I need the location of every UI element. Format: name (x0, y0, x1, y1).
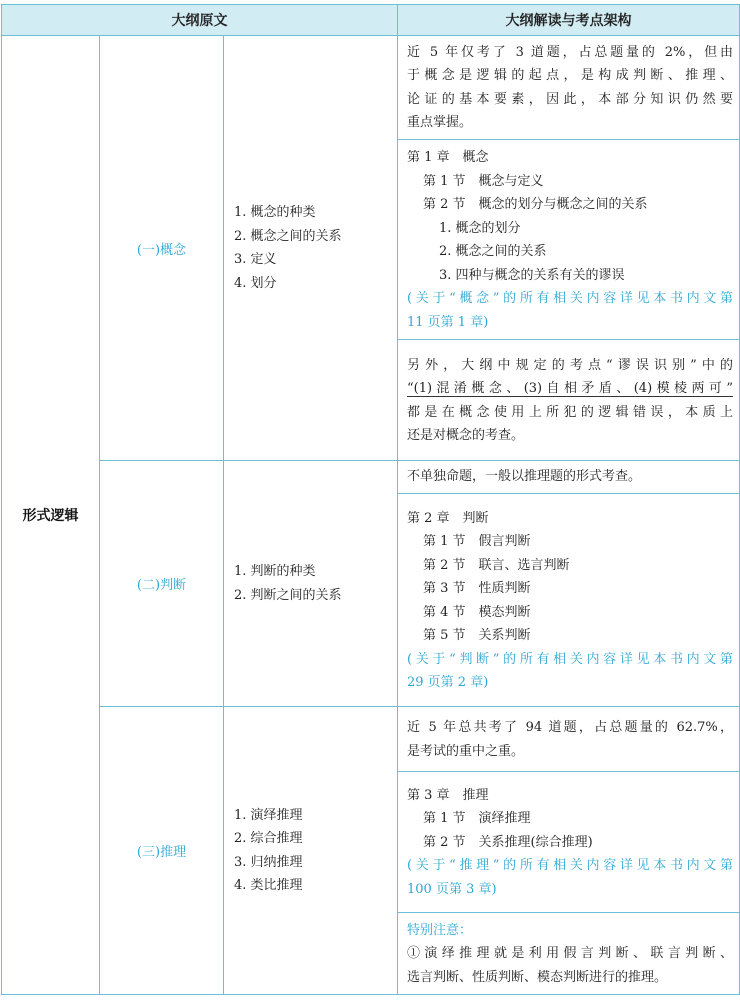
list-item: 4. 类比推理 (234, 878, 303, 893)
text-line: 是考试的重中之重。 (407, 743, 525, 759)
judgment-outline (398, 494, 740, 707)
header-right: 大纲解读与考点架构 (398, 5, 740, 36)
chapter-title: 第 3 章 推理 (407, 787, 489, 803)
text-line: 近 5 年总共考了 94 道题，占总题量的 62.7%， (407, 720, 733, 735)
list-item: 2. 综合推理 (234, 831, 303, 846)
list-item: 2. 判断之间的关系 (234, 587, 342, 603)
text-line: 选言判断、性质判断、模态判断进行的推理。 (407, 969, 668, 985)
reference-note: 29 页第 2 章) (407, 675, 489, 690)
reference-note: 100 页第 3 章) (407, 881, 497, 897)
points-judgment (224, 461, 398, 707)
section-title: 第 2 节 关系推理(综合推理) (423, 834, 593, 850)
section-title: 第 1 节 概念与定义 (423, 173, 544, 189)
text-line: 另外，大纲中规定的考点“谬误识别”中的 (407, 357, 733, 373)
text-line: 还是对概念的考查。 (407, 428, 525, 443)
note-title: 特别注意： (407, 922, 473, 938)
points-concept (224, 36, 398, 461)
section-title: 第 1 节 假言判断 (423, 534, 531, 549)
chapter-title: 第 1 章 概念 (407, 150, 489, 165)
list-item: 1. 判断的种类 (234, 564, 316, 579)
list-item: 1. 演绎推理 (234, 807, 303, 823)
reference-note: (关于“概念”的所有相关内容详见本书内文第 (407, 291, 733, 306)
points-reasoning (224, 707, 398, 995)
section-title: 第 2 节 联言、选言判断 (423, 557, 570, 573)
text-line: ①演绎推理就是利用假言判断、联言判断、 (407, 946, 733, 962)
list-item: 1. 概念的种类 (234, 205, 316, 220)
section-title: 第 2 节 概念的划分与概念之间的关系 (423, 197, 648, 212)
concept-intro (398, 36, 740, 140)
list-item: 3. 定义 (234, 252, 277, 267)
topic-judgment: (二)判断 (100, 461, 224, 707)
list-item: 2. 概念之间的关系 (234, 228, 342, 244)
concept-outline (398, 140, 740, 340)
judgment-intro (398, 461, 740, 494)
section-reasoning-row-intro (2, 707, 740, 772)
domain-label: 形式逻辑 (2, 36, 100, 995)
list-item: 4. 划分 (234, 275, 277, 291)
chapter-title: 第 2 章 判断 (407, 510, 489, 526)
outline-table (1, 4, 740, 995)
text-line: 重点掌握。 (407, 115, 473, 130)
section-title: 第 4 节 模态判断 (423, 604, 531, 620)
section-title: 第 5 节 关系判断 (423, 628, 531, 643)
section-concept-row-intro (2, 36, 740, 140)
subitem: 3. 四种与概念的关系有关的谬误 (439, 267, 625, 283)
text-line: 近 5 年仅考了 3 道题，占总题量的 2%，但由 (407, 44, 733, 60)
text-line: 不单独命题，一般以推理题的形式考查。 (407, 469, 642, 485)
reference-note: (关于“推理”的所有相关内容详见本书内文第 (407, 858, 733, 874)
topic-concept: (一)概念 (100, 36, 224, 461)
text-line (407, 377, 733, 401)
underlined-text: “(1)混淆概念、(3)自相矛盾、(4)模棱两可” (407, 381, 733, 396)
list-item: 3. 归纳推理 (234, 854, 303, 870)
text-line: 都是在概念使用上所犯的逻辑错误，本质上 (407, 404, 733, 420)
concept-extra (398, 340, 740, 461)
reasoning-note (398, 913, 740, 995)
header-left: 大纲原文 (2, 5, 398, 36)
reference-note: 11 页第 1 章) (407, 314, 489, 330)
section-judgment-row-intro (2, 461, 740, 494)
subitem: 2. 概念之间的关系 (439, 244, 547, 259)
text-line: 于概念是逻辑的起点，是构成判断、推理、 (407, 68, 733, 83)
header-row (2, 5, 740, 36)
section-title: 第 1 节 演绎推理 (423, 811, 531, 827)
reference-note: (关于“判断”的所有相关内容详见本书内文第 (407, 651, 733, 667)
subitem: 1. 概念的划分 (439, 220, 521, 236)
reasoning-outline (398, 772, 740, 913)
topic-reasoning: (三)推理 (100, 707, 224, 995)
reasoning-intro (398, 707, 740, 772)
text-line: 论证的基本要素，因此，本部分知识仍然要 (407, 91, 733, 107)
section-title: 第 3 节 性质判断 (423, 581, 531, 596)
